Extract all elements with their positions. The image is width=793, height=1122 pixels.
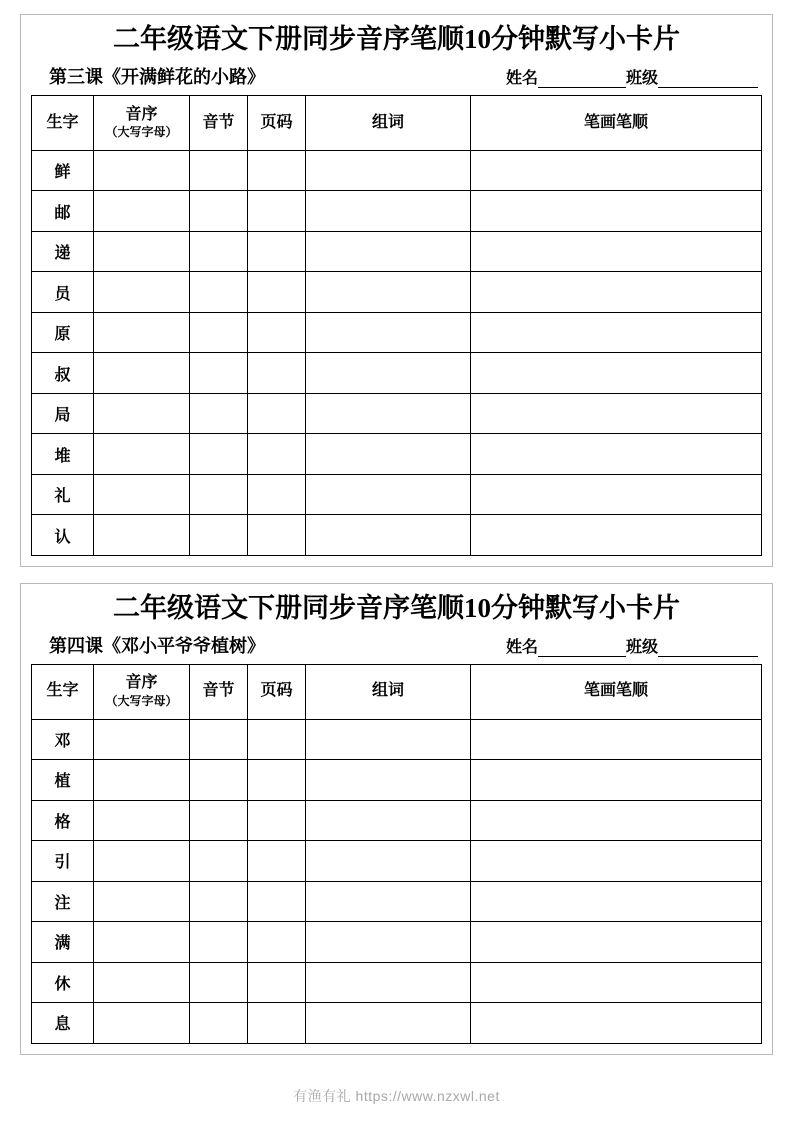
character-cell: 鲜 [32,150,94,191]
bihua-cell[interactable] [471,760,762,801]
yinjie-cell[interactable] [190,353,248,394]
yema-cell[interactable] [248,760,306,801]
yinjie-cell[interactable] [190,841,248,882]
card-title: 二年级语文下册同步音序笔顺10分钟默写小卡片 [113,592,680,623]
yema-cell[interactable] [248,881,306,922]
column-header-yinjie [190,664,248,719]
yema-cell[interactable] [248,434,306,475]
bihua-cell[interactable] [471,434,762,475]
character-cell: 息 [32,1003,94,1044]
class-label: 班级 [625,69,658,87]
yinxu-cell[interactable] [94,231,190,272]
card-title: 二年级语文下册同步音序笔顺10分钟默写小卡片 [113,24,680,54]
zuci-cell[interactable] [306,800,471,841]
yema-cell[interactable] [248,515,306,556]
yinjie-cell[interactable] [190,393,248,434]
column-header-yinjie [190,95,248,150]
yinjie-cell[interactable] [190,434,248,475]
bihua-cell[interactable] [471,353,762,394]
card-subheader [31,63,762,89]
yema-cell[interactable] [248,150,306,191]
yinjie-cell[interactable] [190,962,248,1003]
column-header-bihua [471,664,762,719]
table-row [32,1003,762,1044]
column-header-zuci [306,664,471,719]
column-label: 音节 [202,682,235,700]
worksheet-card-1 [20,14,773,567]
yinjie-cell[interactable] [190,800,248,841]
bihua-cell[interactable] [471,150,762,191]
bihua-cell[interactable] [471,922,762,963]
yinxu-cell[interactable] [94,1003,190,1044]
bihua-cell[interactable] [471,231,762,272]
bihua-cell[interactable] [471,1003,762,1044]
yinjie-cell[interactable] [190,922,248,963]
character-cell: 原 [32,312,94,353]
character-cell: 认 [32,515,94,556]
yinxu-cell[interactable] [94,191,190,232]
yinxu-cell[interactable] [94,434,190,475]
yinxu-cell[interactable] [94,150,190,191]
column-header-yinxu [94,664,190,719]
column-header-shengzi [32,95,94,150]
table-row [32,434,762,475]
table-header-row [32,95,762,150]
yinjie-cell[interactable] [190,231,248,272]
column-label: 笔画笔顺 [583,682,648,700]
worksheet-card-2 [20,583,773,1055]
table-row [32,353,762,394]
column-header-shengzi [32,664,94,719]
class-input-line[interactable] [658,640,758,657]
column-sublabel: （大写字母） [105,125,178,140]
column-label: 生字 [46,113,79,131]
character-cell: 局 [32,393,94,434]
bihua-cell[interactable] [471,719,762,760]
table-row [32,393,762,434]
yinjie-cell[interactable] [190,760,248,801]
yema-cell[interactable] [248,841,306,882]
table-row [32,515,762,556]
bihua-cell[interactable] [471,272,762,313]
yema-cell[interactable] [248,962,306,1003]
yinxu-cell[interactable] [94,515,190,556]
name-class-fields [506,634,758,658]
name-label: 姓名 [505,69,538,87]
yinxu-cell[interactable] [94,353,190,394]
yinxu-cell[interactable] [94,841,190,882]
yinjie-cell[interactable] [190,272,248,313]
zuci-cell[interactable] [306,719,471,760]
character-cell: 递 [32,231,94,272]
yinxu-cell[interactable] [94,719,190,760]
yinxu-cell[interactable] [94,312,190,353]
table-header-row [32,664,762,719]
zuci-cell[interactable] [306,272,471,313]
yinxu-cell[interactable] [94,881,190,922]
yema-cell[interactable] [248,719,306,760]
yinjie-cell[interactable] [190,1003,248,1044]
yinxu-cell[interactable] [94,962,190,1003]
character-cell: 员 [32,272,94,313]
column-label: 页码 [260,682,293,700]
character-cell: 邮 [32,191,94,232]
zuci-cell[interactable] [306,312,471,353]
card-subheader [31,632,762,658]
character-cell: 注 [32,881,94,922]
watermark-text: 有渔有礼 https://www.nzxwl.net [293,1088,500,1104]
character-cell: 休 [32,962,94,1003]
column-label: 组词 [371,113,404,131]
table-row [32,150,762,191]
zuci-cell[interactable] [306,760,471,801]
bihua-cell[interactable] [471,881,762,922]
yinxu-cell[interactable] [94,760,190,801]
bihua-cell[interactable] [471,962,762,1003]
table-row [32,760,762,801]
table-row [32,841,762,882]
column-label: 生字 [46,682,79,700]
worksheet-table-2 [31,664,762,1044]
yinxu-cell[interactable] [94,393,190,434]
yinxu-cell[interactable] [94,272,190,313]
zuci-cell[interactable] [306,962,471,1003]
name-label: 姓名 [505,638,538,656]
bihua-cell[interactable] [471,800,762,841]
bihua-cell[interactable] [471,841,762,882]
column-label: 组词 [371,682,404,700]
zuci-cell[interactable] [306,393,471,434]
yema-cell[interactable] [248,393,306,434]
character-cell: 堆 [32,434,94,475]
lesson-title: 第四课《邓小平爷爷植树》 [49,635,265,656]
class-label: 班级 [625,638,658,656]
yinxu-cell[interactable] [94,922,190,963]
column-label: 音序 [125,674,158,692]
zuci-cell[interactable] [306,922,471,963]
column-header-bihua [471,95,762,150]
table-row [32,719,762,760]
bihua-cell[interactable] [471,515,762,556]
table-row [32,231,762,272]
table-row [32,962,762,1003]
character-cell: 叔 [32,353,94,394]
character-cell: 格 [32,800,94,841]
column-sublabel: （大写字母） [105,693,178,708]
yema-cell[interactable] [248,1003,306,1044]
zuci-cell[interactable] [306,353,471,394]
zuci-cell[interactable] [306,231,471,272]
column-header-zuci [306,95,471,150]
bihua-cell[interactable] [471,191,762,232]
character-cell: 植 [32,760,94,801]
yema-cell[interactable] [248,922,306,963]
table-row [32,191,762,232]
yinjie-cell[interactable] [190,719,248,760]
yinjie-cell[interactable] [190,881,248,922]
yema-cell[interactable] [248,231,306,272]
bihua-cell[interactable] [471,393,762,434]
yinjie-cell[interactable] [190,312,248,353]
character-cell: 邓 [32,719,94,760]
zuci-cell[interactable] [306,841,471,882]
yinjie-cell[interactable] [190,515,248,556]
yema-cell[interactable] [248,312,306,353]
character-cell: 礼 [32,474,94,515]
column-label: 页码 [260,113,293,131]
yema-cell[interactable] [248,191,306,232]
zuci-cell[interactable] [306,434,471,475]
zuci-cell[interactable] [306,1003,471,1044]
yinjie-cell[interactable] [190,191,248,232]
name-class-fields [506,65,758,89]
character-cell: 满 [32,922,94,963]
zuci-cell[interactable] [306,191,471,232]
column-header-yema [248,95,306,150]
yema-cell[interactable] [248,272,306,313]
zuci-cell[interactable] [306,881,471,922]
yema-cell[interactable] [248,353,306,394]
yinjie-cell[interactable] [190,150,248,191]
zuci-cell[interactable] [306,150,471,191]
zuci-cell[interactable] [306,474,471,515]
class-input-line[interactable] [658,71,758,88]
zuci-cell[interactable] [306,515,471,556]
bihua-cell[interactable] [471,312,762,353]
yinxu-cell[interactable] [94,800,190,841]
column-header-yinxu [94,95,190,150]
yema-cell[interactable] [248,474,306,515]
column-label: 音序 [125,105,158,123]
name-input-line[interactable] [538,640,626,657]
column-label: 音节 [202,113,235,131]
bihua-cell[interactable] [471,474,762,515]
table-row [32,474,762,515]
table-row [32,881,762,922]
yema-cell[interactable] [248,800,306,841]
table-row [32,312,762,353]
yinjie-cell[interactable] [190,474,248,515]
column-header-yema [248,664,306,719]
table-row [32,272,762,313]
table-row [32,800,762,841]
worksheet-table-1 [31,95,762,556]
character-cell: 引 [32,841,94,882]
name-input-line[interactable] [538,71,626,88]
lesson-title: 第三课《开满鲜花的小路》 [49,66,265,87]
column-label: 笔画笔顺 [583,113,648,131]
table-row [32,922,762,963]
yinxu-cell[interactable] [94,474,190,515]
